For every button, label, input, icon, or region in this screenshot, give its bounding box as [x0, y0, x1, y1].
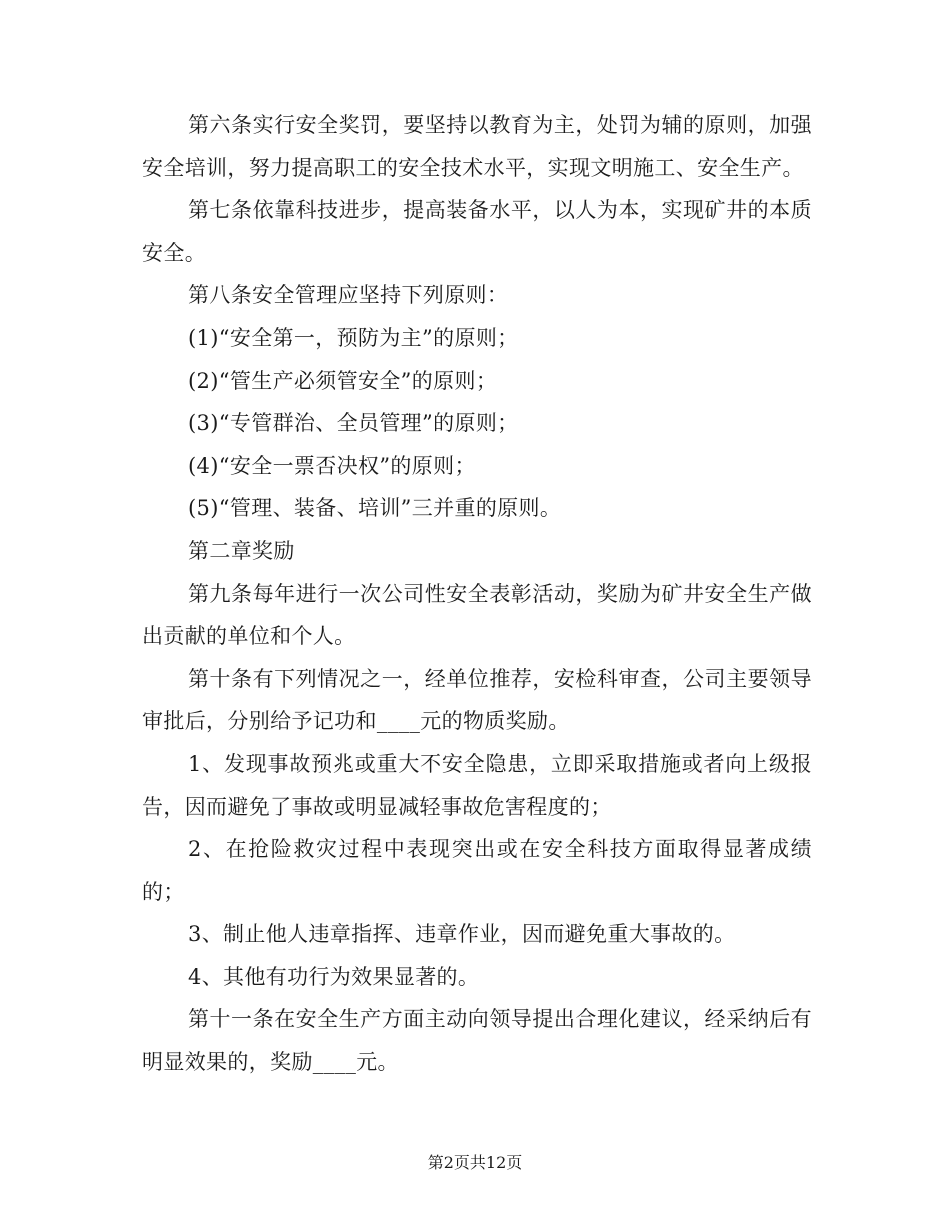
principle-item-5: (5)“管理、装备、培训”三并重的原则。	[188, 496, 562, 521]
reward-case-3: 3、制止他人违章指挥、违章作业，因而避免重大事故的。	[188, 922, 736, 947]
paragraph-article-7: 第七条依靠科技进步，提高装备水平，以人为本，实现矿井的本质安全。	[142, 198, 812, 265]
principle-item-3: (3)“专管群治、全员管理”的原则；	[188, 411, 519, 436]
chapter-heading: 第二章奖励	[188, 538, 295, 563]
paragraph-article-6: 第六条实行安全奖罚，要坚持以教育为主，处罚为辅的原则，加强安全培训，努力提高职工的安全技术水平，实现文明施工、安全生产。	[142, 113, 812, 180]
paragraph-article-8: 第八条安全管理应坚持下列原则：	[188, 283, 509, 308]
reward-case-4: 4、其他有功行为效果显著的。	[188, 964, 480, 989]
document-body	[142, 104, 812, 1084]
principle-item-2: (2)“管生产必须管安全”的原则；	[188, 368, 498, 393]
paragraph-article-11: 第十一条在安全生产方面主动向领导提出合理化建议，经采纳后有明显效果的，奖励____元。	[142, 1007, 812, 1075]
principle-item-1: (1)“安全第一，预防为主”的原则；	[188, 325, 519, 350]
principle-item-4: (4)“安全一票否决权”的原则；	[188, 453, 476, 478]
page-number: 第2页共12页	[427, 1153, 523, 1172]
paragraph-article-9: 第九条每年进行一次公司性安全表彰活动，奖励为矿井安全生产做出贡献的单位和个人。	[142, 581, 812, 649]
paragraph-article-10: 第十条有下列情况之一，经单位推荐，安检科审查，公司主要领导审批后，分别给予记功和____元的物质奖励。	[142, 666, 812, 734]
reward-case-1: 1、发现事故预兆或重大不安全隐患，立即采取措施或者向上级报告，因而避免了事故或明显减轻事故危害程度的；	[142, 751, 812, 819]
reward-case-2: 2、在抢险救灾过程中表现突出或在安全科技方面取得显著成绩的；	[142, 837, 812, 904]
